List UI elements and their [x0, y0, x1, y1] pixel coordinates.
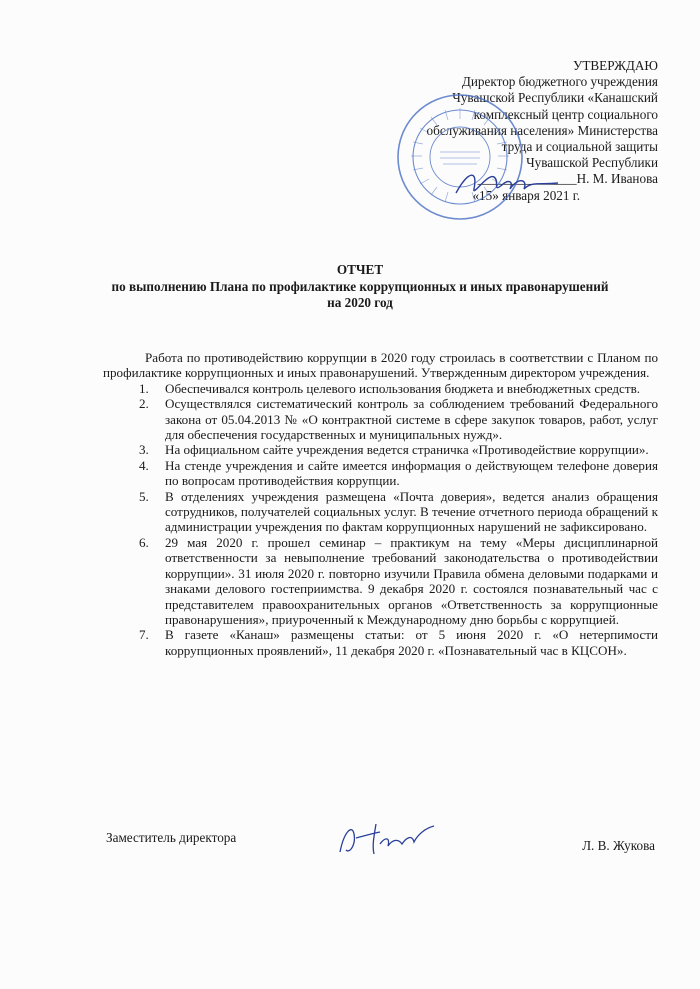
item-text: В газете «Канаш» размещены статьи: от 5 июня 2020 г. «О нетерпимости коррупционных проявлений», 11 декабря 2020 г. «Познавательный час в КЦСОН».	[165, 627, 658, 658]
item-text: На стенде учреждения и сайте имеется информация о действующем телефоне доверия по вопросам противодействия коррупции.	[165, 457, 658, 489]
item-text: В отделениях учреждения размещена «Почта доверия», ведется анализ обращения сотрудников, получателей социальных услуг. В течение отчетного периода обращений к администрации учреждения по фактам коррупционных нарушений не зафиксировано.	[165, 488, 658, 535]
director-signature	[448, 163, 568, 203]
measures-list	[103, 381, 658, 658]
signer-position: Заместитель директора	[106, 830, 237, 845]
item-number: 4.	[139, 457, 149, 473]
approval-line: обслуживания населения» Министерства	[426, 122, 658, 138]
report-title	[90, 262, 630, 312]
approval-line: труда и социальной защиты	[501, 139, 658, 155]
list-item	[103, 442, 658, 457]
approval-line: _______________Н. М. Иванова	[477, 171, 658, 187]
approval-date: «15» января 2021 г.	[472, 187, 580, 203]
item-number: 3.	[139, 442, 149, 458]
title-line: на 2020 год	[327, 295, 393, 310]
item-text: На официальном сайте учреждения ведется страничка «Противодействие коррупции».	[165, 442, 649, 458]
approval-line: комплексный центр социального	[473, 106, 658, 122]
title-heading: ОТЧЕТ	[336, 262, 384, 277]
intro-paragraph: Работа по противодействию коррупции в 2020 году строилась в соответствии с Планом по профилактике коррупционных и иных правонарушений. Утвержденным директором учреждения.	[103, 350, 658, 381]
item-number: 5.	[139, 488, 149, 504]
item-number: 6.	[139, 534, 149, 550]
approval-line: Чувашской Республики	[526, 155, 658, 171]
list-item	[103, 458, 658, 489]
item-text: 29 мая 2020 г. прошел семинар – практикум на тему «Меры дисциплинарной ответственности за невыполнение требований законодательства о противодействии коррупции». 31 июля 2020 г. повторно изучили Правила обмена деловыми подарками и знаками делового гостеприимства. 9 декабря 2020 г. состоялся познавательный час с представителем правоохранительных органов «Ответственность за коррупционные правонарушения», приуроченный к Международному дню борьбы с коррупцией.	[165, 534, 658, 627]
approval-line: Чувашской Республики «Канашский	[452, 90, 658, 106]
item-text: Обеспечивался контроль целевого использования бюджета и внебюджетных средств.	[165, 380, 641, 396]
approval-line: УТВЕРЖДАЮ	[572, 58, 658, 73]
list-item	[103, 535, 658, 627]
item-text: Осуществлялся систематический контроль за соблюдением требований Федерального закона от 05.04.2013 № «О контрактной системе в сфере закупок товаров, работ, услуг для обеспечения государственных и муниципальных нужд».	[165, 396, 658, 443]
signer-name: Л. В. Жукова	[582, 838, 655, 853]
list-item	[103, 381, 658, 396]
deputy-signature	[330, 814, 450, 862]
item-number: 1.	[139, 380, 149, 396]
title-line: по выполнению Плана по профилактике коррупционных и иных правонарушений	[111, 278, 609, 294]
approval-line: Директор бюджетного учреждения	[461, 74, 658, 90]
list-item	[103, 489, 658, 535]
item-number: 7.	[139, 627, 149, 643]
list-item	[103, 396, 658, 442]
item-number: 2.	[139, 396, 149, 412]
list-item	[103, 627, 658, 658]
report-body	[103, 350, 658, 658]
